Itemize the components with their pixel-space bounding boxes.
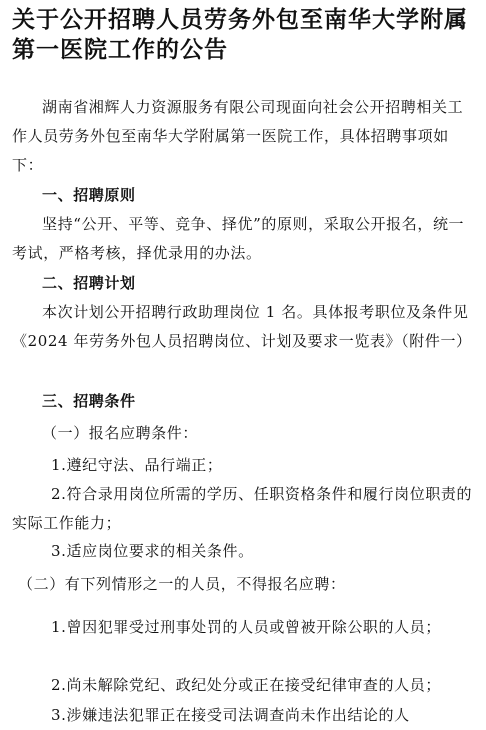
exclusion-item: 2.尚未解除党纪、政纪处分或正在接受纪律审查的人员； [51,676,441,694]
document-title: 关于公开招聘人员劳务外包至南华大学附属第一医院工作的公告 [12,6,468,63]
eligibility-item: 2.符合录用岗位所需的学历、任职资格条件和履行岗位职责的实际工作能力； [12,485,473,532]
section-heading-plan: 二、招聘计划 [42,274,136,292]
exclusion-item: 1.曾因犯罪受过刑事处罚的人员或曾被开除公职的人员； [51,618,441,636]
intro-paragraph: 湖南省湘辉人力资源服务有限公司现面向社会公开招聘相关工作人员劳务外包至南华大学附属第一医院工作，具体招聘事项如下： [12,98,464,174]
section-heading-conditions: 三、招聘条件 [42,392,136,410]
eligibility-item: 3.适应岗位要求的相关条件。 [51,542,254,560]
eligibility-item: 1.遵纪守法、品行端正； [51,456,223,474]
principles-paragraph: 坚持“公开、平等、竞争、择优”的原则，采取公开报名，统一考试，严格考核，择优录用的办法。 [12,215,465,262]
subsection-heading-exclusions: （二）有下列情形之一的人员，不得报名应聘： [18,575,346,593]
section-heading-principles: 一、招聘原则 [42,186,136,204]
subsection-heading-eligibility: （一）报名应聘条件： [42,424,199,442]
plan-paragraph: 本次计划公开招聘行政助理岗位 1 名。具体报考职位及条件见《2024 年劳务外包人员招聘岗位、计划及要求一览表》（附件一） [12,303,472,350]
exclusion-item: 3.涉嫌违法犯罪正在接受司法调查尚未作出结论的人 [51,706,410,724]
